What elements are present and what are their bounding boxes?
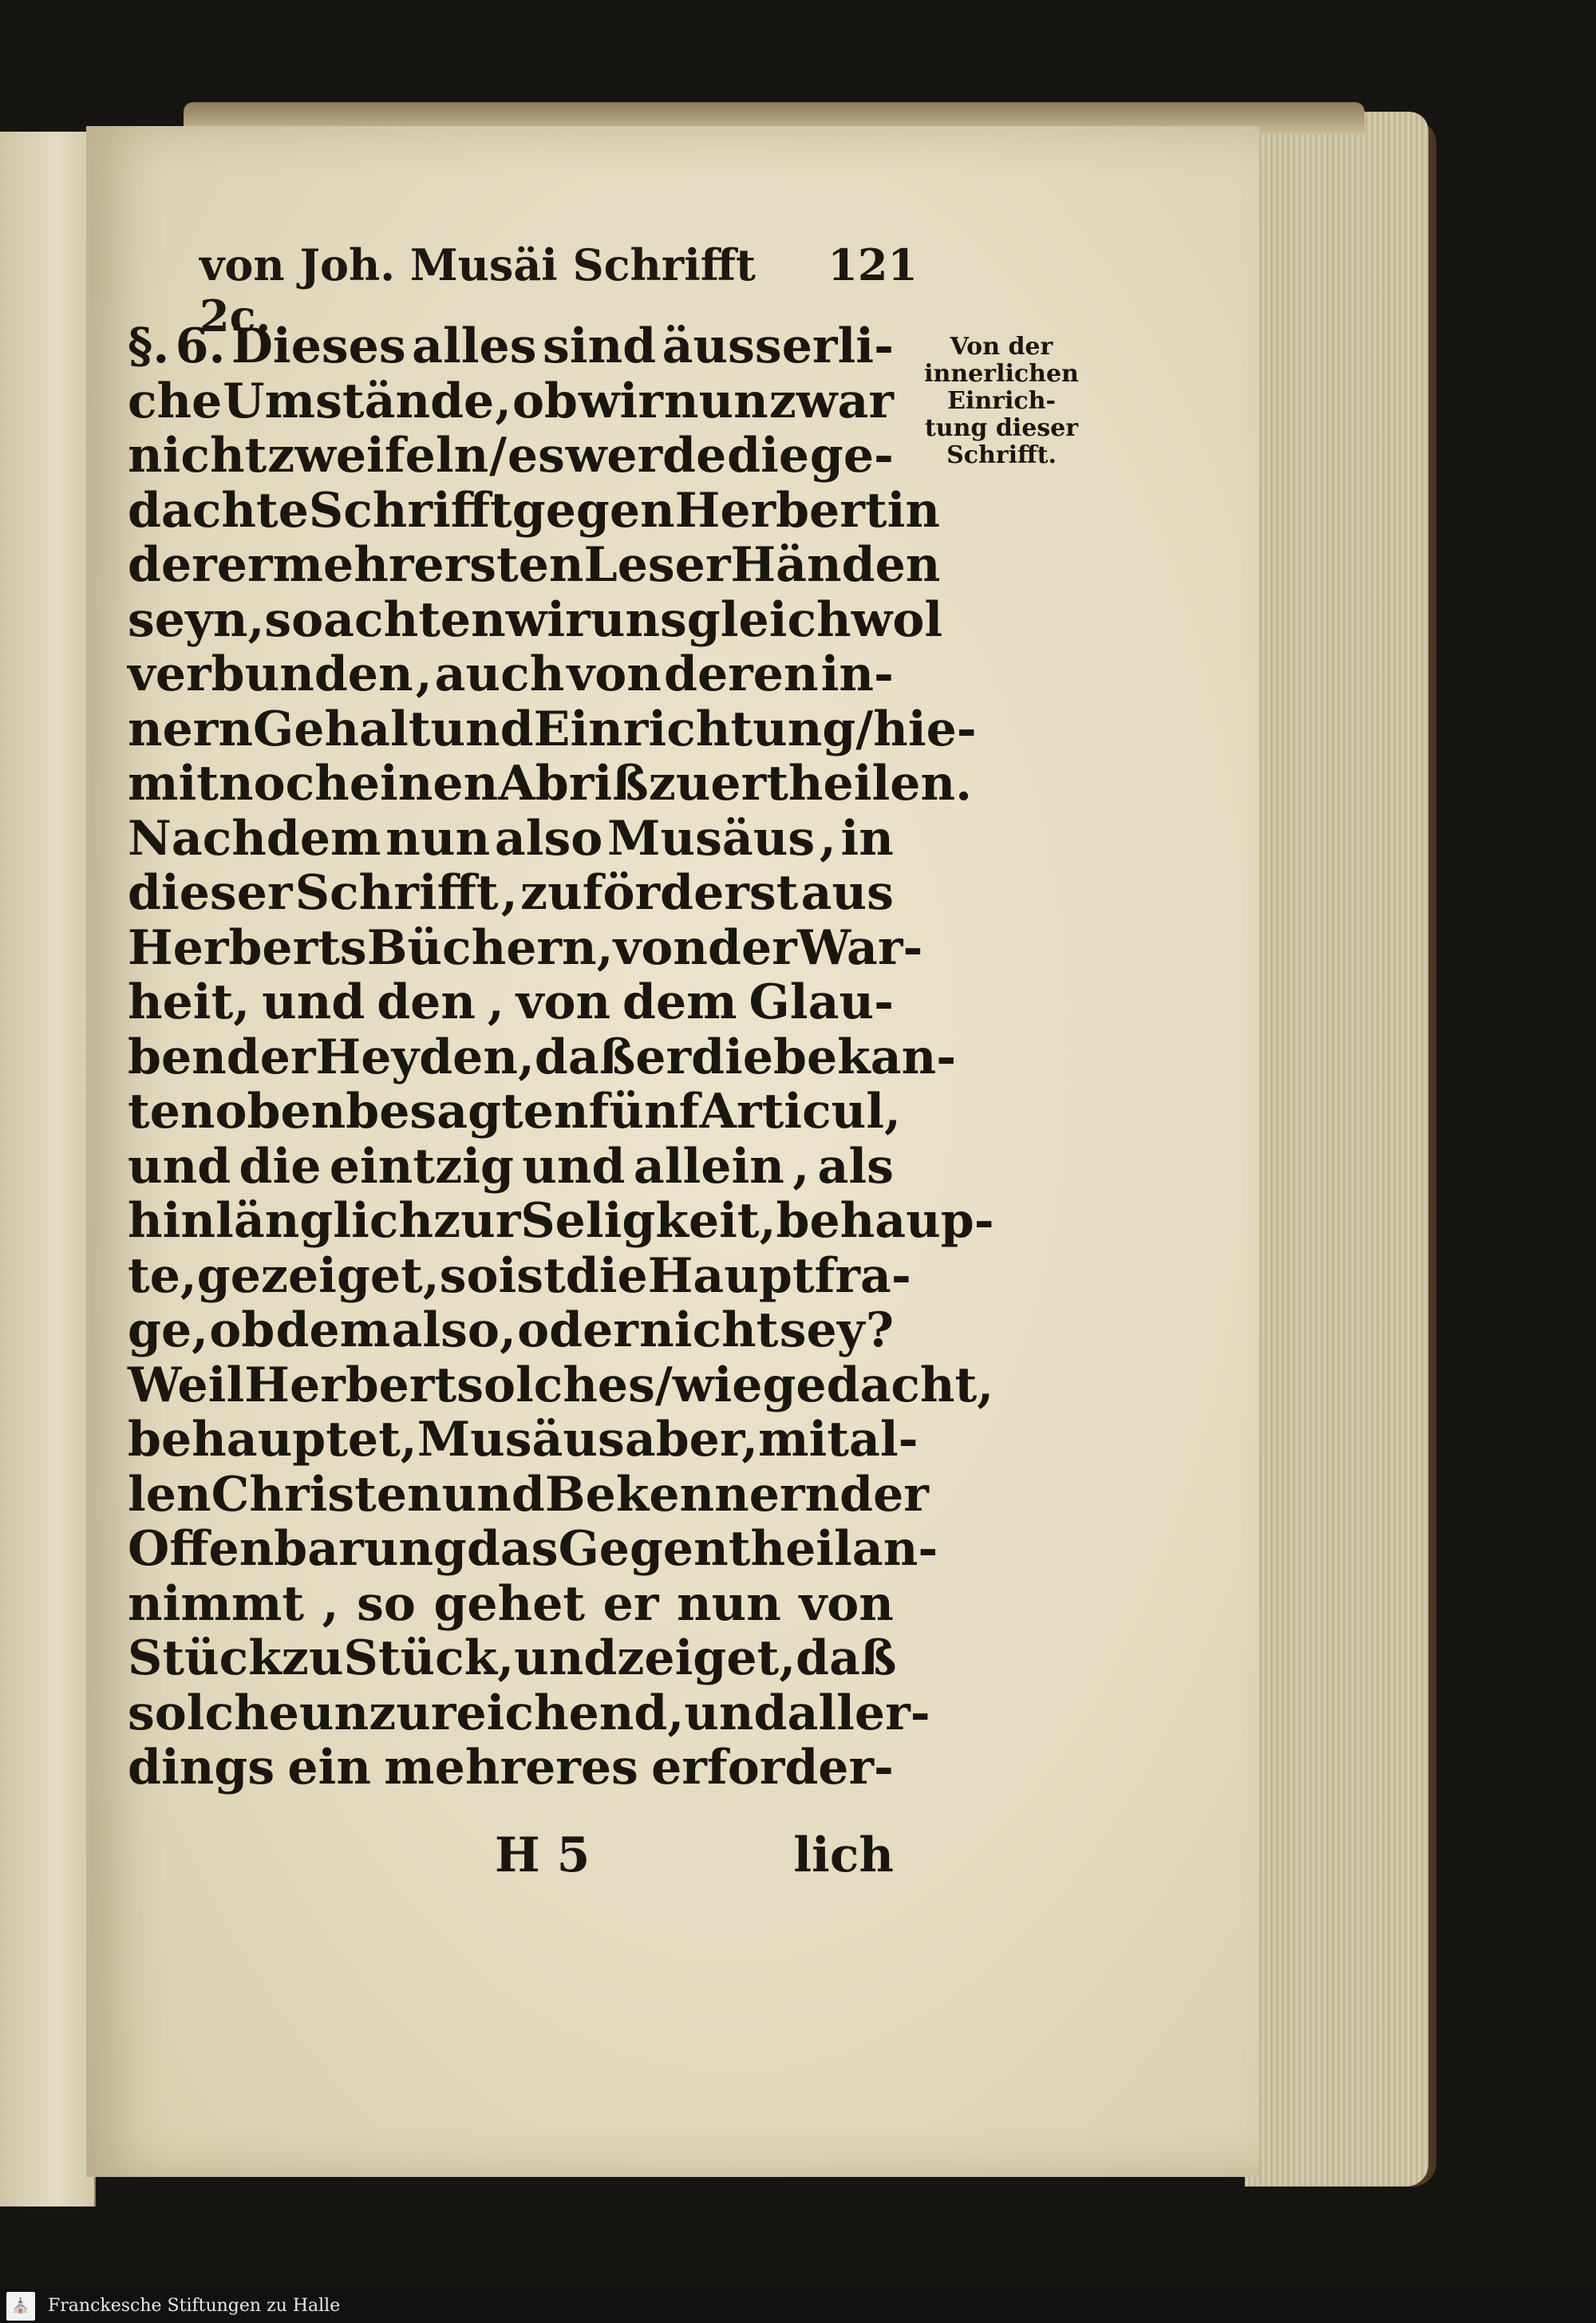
marginal-line: Schrifft. [946,441,1057,469]
text-line: len Christen und Bekennern der [128,1466,929,1523]
text-line: heit, und den , von dem Glau- [128,974,894,1030]
text-line: und die eintzig und allein , als [128,1138,894,1195]
text-line: verbunden , auch von deren in- [128,646,894,702]
page-foot [495,1827,894,1883]
running-head-title: von Joh. Musäi Schrifft 2c. [200,239,756,342]
text-line: seyn , so achten wir uns gleichwol [128,591,943,648]
text-line: dings ein mehreres erforder- [128,1740,894,1796]
text-line: Weil Herbert solches/ wie gedacht, [128,1357,994,1413]
marginal-line: Von der [950,333,1053,361]
marginal-line: tung dieser [924,414,1079,442]
footer-bar [0,2289,1596,2323]
text-line: Nachdem nun also Musäus , in [128,810,894,867]
text-line: nicht zweifeln / es werde die ge- [128,428,894,484]
facing-page [0,132,96,2206]
text-line: dachte Schrifft gegen Herbert in [128,482,940,539]
catchword: lich [793,1827,894,1883]
body-text [128,318,994,1796]
marginal-line: innerlichen [924,360,1079,388]
text-line: hinlänglich zur Seligkeit, behaup- [128,1193,994,1249]
text-line: ben der Heyden, daß er die bekan- [128,1029,957,1085]
text-line: dieser Schrifft , zuförderst aus [128,865,894,921]
text-line: Stück zu Stück, und zeiget , daß [128,1630,897,1686]
text-line: che Umstände , ob wir nun zwar [128,373,894,429]
signature-mark: H 5 [495,1827,591,1883]
page-fore-edge [1245,112,1428,2187]
marginal-note [910,334,1093,469]
institution-label: Franckesche Stiftungen zu Halle [48,2296,341,2316]
text-line: nern Gehalt und Einrichtung / hie- [128,701,977,757]
page-number: 121 [828,239,918,290]
text-line: nimmt , so gehet er nun von [128,1575,894,1632]
institution-logo-icon: ⛪ [6,2292,35,2321]
text-line: mit noch einen Abriß zu ertheilen. [128,756,972,812]
text-line: Herberts Büchern, von der War- [128,919,923,976]
text-line: behauptet, Musäus aber, mit al- [128,1412,918,1468]
text-line: ten oben besagten fünf Articul, [128,1084,901,1140]
text-line: Offenbarung das Gegentheil an- [128,1521,938,1577]
marginal-line: Einrich- [947,387,1056,415]
text-line: §. 6. Dieses alles sind äusserli- [128,318,894,374]
text-line: derer mehrersten Leser Händen [128,537,941,593]
text-line: solche unzureichend , und aller- [128,1685,930,1741]
text-line: te, gezeiget, so ist die Hauptfra- [128,1247,911,1304]
running-head [200,239,918,342]
text-line: ge, ob dem also, oder nicht sey ? [128,1302,894,1358]
